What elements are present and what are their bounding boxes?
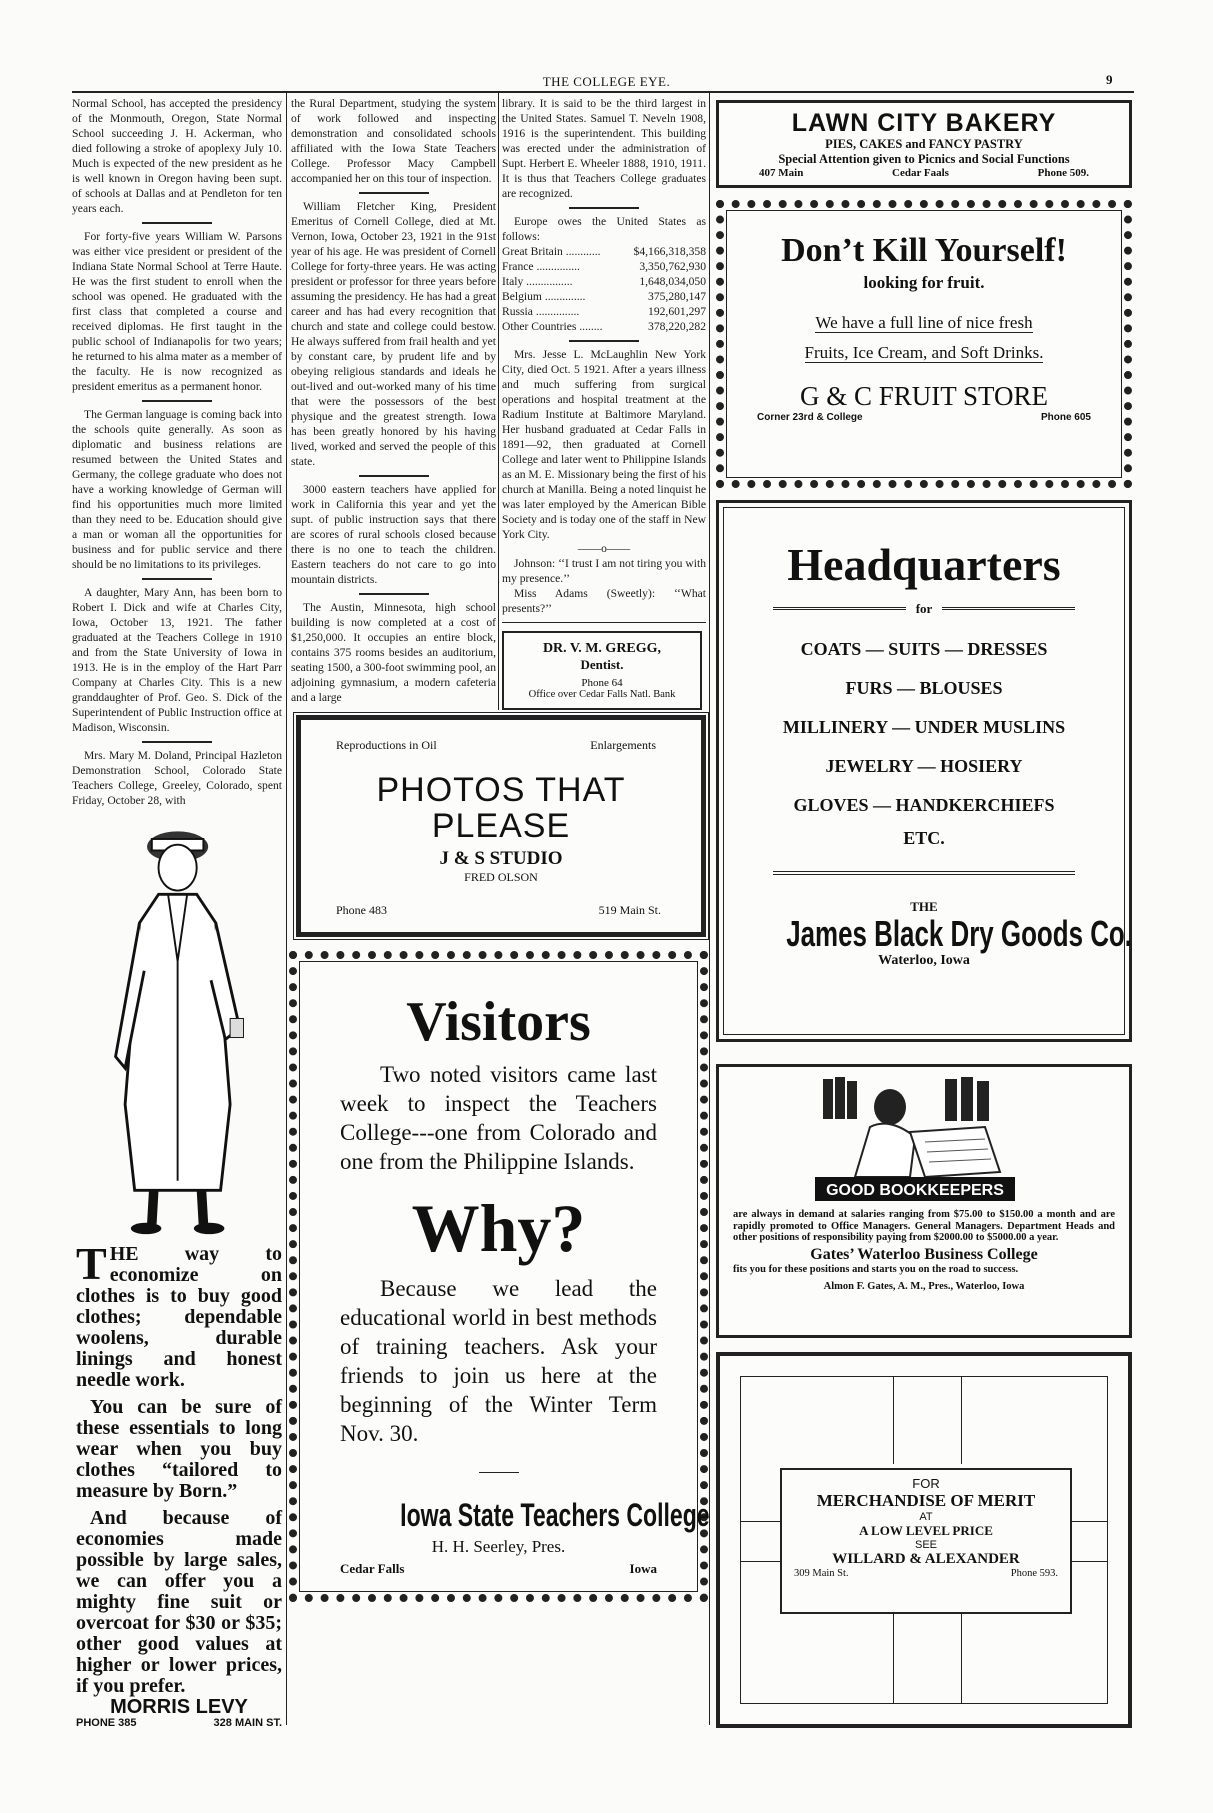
bakery-name: LAWN CITY BAKERY xyxy=(791,109,1057,137)
joke-line: Johnson: ‘‘I trust I am not tiring you with my presence.’’ xyxy=(502,557,706,585)
ad-line: A LOW LEVEL PRICE xyxy=(859,1523,993,1538)
article-paragraph: The German language is coming back into the schools quite generally. As soon as diplomatic and business relations are resumed between the United States and Germany, the college graduate who does not have a working knowledge of German will find his opportunities much more limited than they need to be. Education should give a man or woman all the opportunities for business and for public service and there should be no limitations to its privileges. xyxy=(72,408,282,571)
ad-left-label: Reproductions in Oil xyxy=(336,738,437,752)
ad-line: Fruits, Ice Cream, and Soft Drinks. xyxy=(804,343,1044,362)
article-paragraph: Mrs. Mary M. Doland, Principal Hazleton Demonstration School, Colorado State Teachers College, Greeley, Colorado, spent Friday, October 28, with xyxy=(72,749,282,807)
owner-name: FRED OLSON xyxy=(464,870,538,884)
article-paragraph: Mrs. Jesse L. McLaughlin New York City, died Oct. 5 1921. After a years illness and much suffering from surgical operations and hospital treatment at the Radium Institute at Baltimore Maryland. Her husband graduated at Cedar Falls in 1891—92, then graduated at Cornell College and later went to Philippine Islands as an M. E. Missionary being the first of his church at Manilla. Being a noted linquist he was later employed by the American Bible Society and is today one of the staff in New York City. xyxy=(502,348,706,541)
phone: PHONE 385 xyxy=(76,1717,137,1729)
company-name: James Black Dry Goods Co. xyxy=(786,913,1132,954)
article-paragraph: The Austin, Minnesota, high school building is now completed at a cost of $1,250,000. It occupies an entire block, contains 375 rooms besides an auditorium, seating 1500, a 300-foot swimming pool, an adjoining gymnasium, a modern cafeteria and a large xyxy=(291,601,496,704)
bakery-line: PIES, CAKES and FANCY PASTRY xyxy=(825,137,1023,151)
frame-line xyxy=(740,1521,780,1522)
ornament-divider: ——o—— xyxy=(577,542,631,555)
article-paragraph: Europe owes the United States as follows: xyxy=(502,215,706,243)
ad-paragraph: You can be sure of these essentials to long wear when you buy clothes “tailored to measure by Born.” xyxy=(76,1396,282,1502)
article-paragraph: library. It is said to be the third largest in the United States. Samuel T. Neveln 1908, 1916 is the superintendent. This building was erected under the administration of Supt. Herbert E. Wheeler 1888, 1910, 1911. It is thus that Teachers College graduates are recognized. xyxy=(502,97,706,200)
ad-footer xyxy=(76,1717,282,1729)
article-paragraph: the Rural Department, studying the system of work followed and inspecting demonstration and consolidated schools affiliated with the Iowa State Teachers College. Professor Macy Campbell accompanied her on this tour of inspection. xyxy=(291,97,496,185)
newspaper-title: THE COLLEGE EYE. xyxy=(542,74,671,89)
phone: Phone 483 xyxy=(336,903,387,917)
product-line: ETC. xyxy=(903,828,945,848)
ad-lead: THE way to economize on clothes is to buy good clothes; dependable woolens, durable linings and honest needle work. xyxy=(76,1238,282,1391)
store-name: MORRIS LEVY xyxy=(110,1696,248,1718)
table-row: France ............... 3,350,762,930 xyxy=(502,260,706,273)
dry-goods-ad xyxy=(716,500,1132,1042)
visitors-ad xyxy=(289,951,708,1602)
column-divider xyxy=(709,93,710,1725)
column-divider xyxy=(286,93,287,1725)
ad-paragraph: And because of economies made possible by large sales, we can offer you a mighty fine suit or overcoat for $30 or $35; other good values at higher or lower prices, if you prefer. xyxy=(76,1507,282,1697)
store-footer: Corner 23rd & College Phone 605 xyxy=(757,412,1091,423)
article-paragraph: A daughter, Mary Ann, has been born to Robert I. Dick and wife at Charles City, Iowa, October 13, 1921. The father graduated at the Teachers College in 1910 and from the State University of Iowa in 1913. He is in the employ of the Hart Parr Company at Charles City. This is a new granddaughter of Prof. Geo. S. Dick of the Superintendent of Public Instruction office at Madison, Wisconsin. xyxy=(72,586,282,734)
frame-line xyxy=(740,1561,780,1562)
ad-line: We have a full line of nice fresh xyxy=(815,313,1033,332)
the-label: THE xyxy=(910,899,938,914)
separator xyxy=(142,400,212,402)
store-name: WILLARD & ALEXANDER xyxy=(832,1551,1020,1567)
dentist-name: DR. V. M. GREGG, xyxy=(542,641,662,656)
subheadline: looking for fruit. xyxy=(863,273,985,292)
dentist-phone: Phone 64 xyxy=(581,677,623,689)
ad-title: Visitors xyxy=(406,991,591,1053)
ad-body: Two noted visitors came last week to inspect the Teachers College---one from Colorado and one from the Philippine Islands. xyxy=(340,1062,657,1174)
separator xyxy=(142,741,212,743)
frame-line xyxy=(961,1614,962,1704)
news-column-1 xyxy=(72,96,282,808)
news-column-3 xyxy=(502,96,706,623)
company-city: Waterloo, Iowa xyxy=(878,953,970,968)
bookkeeper-illustration xyxy=(815,1077,1015,1201)
debt-table xyxy=(502,244,706,334)
headline: PHOTOS THAT xyxy=(376,771,626,809)
rule xyxy=(502,622,706,623)
ad-inner xyxy=(726,210,1122,478)
president: H. H. Seerley, Pres. xyxy=(431,1537,566,1556)
drop-cap: T xyxy=(76,1238,107,1289)
ad-line: AT xyxy=(919,1511,933,1523)
table-row: Italy ................ 1,648,034,050 xyxy=(502,275,706,288)
ad-body: are always in demand at salaries ranging from $75.00 to $150.00 a month and are rapidly promoted to Office Managers. General Managers. Department Heads and other positions of responsibility paying from $2000.00 to $5000.00 a year. Gates’ Waterloo Business College fits you for these positions and starts you on the road to success. Almon F. Gates, A. M., Pres., Waterloo, Iowa xyxy=(733,1209,1115,1292)
willard-alexander-ad xyxy=(716,1352,1132,1728)
frame-line xyxy=(893,1614,894,1704)
ad-right-label: Enlargements xyxy=(590,738,656,752)
separator xyxy=(359,192,429,194)
man-in-overcoat-illustration xyxy=(85,818,275,1238)
frame-line xyxy=(1068,1521,1108,1522)
product-line: MILLINERY — UNDER MUSLINS xyxy=(782,717,1066,737)
separator xyxy=(569,207,639,209)
article-paragraph: William Fletcher King, President Emeritus of Cornell College, died at Mt. Vernon, Iowa, October 23, 1921 in the 91st year of his age. He was president of Cornell College for forty-three years. He was acting president or professor for three years before assuming the presidency. He has had a great career and has had every recognition that church and state and college could bestow. He always suffered from frail health and yet by constant care, by prudent life and by obeying religious standards and ideals he out-lived and out-worked many of his time that were the possessors of the best physique and the greatest strength. Iowa has been greatly honored by his having lived, worked and served the people of this state. xyxy=(291,200,496,468)
rule xyxy=(773,871,1075,875)
column-1 xyxy=(72,96,282,1729)
headline: PLEASE xyxy=(431,807,571,845)
morris-levy-ad xyxy=(72,1238,282,1729)
table-row: Great Britain ............ $4,166,318,358 xyxy=(502,245,706,258)
bakery-ad xyxy=(716,100,1132,188)
ad-body: Because we lead the educational world in best methods of training teachers. Ask your friends to join us here at the beginning of the Winter Term Nov. 30. xyxy=(340,1276,657,1446)
product-line: FURS — BLOUSES xyxy=(845,678,1003,698)
dentist-ad xyxy=(502,631,702,710)
article-paragraph: 3000 eastern teachers have applied for work in California this year and yet the supt. of public instruction says that there are scores of rural schools closed because there is no one to teach the children. Eastern teachers do not care to go into mountain districts. xyxy=(291,483,496,586)
separator xyxy=(142,222,212,224)
ad-center xyxy=(301,772,701,885)
ad-headline: MERCHANDISE OF MERIT xyxy=(816,1491,1036,1510)
dentist-office: Office over Cedar Falls Natl. Bank xyxy=(528,689,676,700)
ad-footer: 309 Main St. Phone 593. xyxy=(794,1568,1058,1579)
headline: Don’t Kill Yourself! xyxy=(781,232,1067,269)
store-name: G & C FRUIT STORE xyxy=(799,381,1049,411)
banner-text: GOOD BOOKKEEPERS xyxy=(826,1182,1004,1199)
ad-why: Why? xyxy=(411,1190,586,1266)
location: Cedar Falls Iowa xyxy=(340,1561,657,1576)
ad-line: FOR xyxy=(912,1476,940,1491)
frame-line xyxy=(961,1376,962,1464)
frame-line xyxy=(1068,1561,1108,1562)
address: 519 Main St. xyxy=(598,903,661,917)
page-number: 9 xyxy=(1106,72,1113,87)
tagline: fits you for these positions and starts you on the road to success. xyxy=(733,1263,1019,1275)
product-line: COATS — SUITS — DRESSES xyxy=(800,639,1048,659)
separator xyxy=(569,340,639,342)
studio-name: J & S STUDIO xyxy=(439,848,563,869)
table-row: Belgium .............. 375,280,147 xyxy=(502,290,706,303)
business-college-ad xyxy=(716,1064,1132,1338)
rule xyxy=(479,1472,519,1473)
college-name: Gates’ Waterloo Business College xyxy=(810,1245,1038,1263)
separator xyxy=(359,593,429,595)
table-row: Russia ............... 192,601,297 xyxy=(502,305,706,318)
address: 328 MAIN ST. xyxy=(213,1717,282,1729)
frame-line xyxy=(893,1376,894,1464)
fruit-store-ad xyxy=(716,200,1132,488)
ad-box xyxy=(780,1468,1072,1614)
separator xyxy=(142,578,212,580)
bakery-line: Special Attention given to Picnics and Social Functions xyxy=(778,152,1070,166)
ad-line: SEE xyxy=(914,1539,937,1551)
photos-studio-ad xyxy=(296,715,706,937)
president: Almon F. Gates, A. M., Pres., Waterloo, Iowa xyxy=(823,1280,1025,1292)
table-row: Other Countries ........ 378,220,282 xyxy=(502,320,706,333)
separator xyxy=(359,475,429,477)
product-line: JEWELRY — HOSIERY xyxy=(825,756,1023,776)
college-name: Iowa State Teachers College xyxy=(400,1497,710,1533)
column-3 xyxy=(502,96,706,710)
headline: Headquarters xyxy=(787,539,1061,590)
for-divider: for xyxy=(719,601,1129,617)
news-column-2 xyxy=(291,96,496,705)
product-line: GLOVES — HANDKERCHIEFS xyxy=(793,795,1055,815)
header-rule xyxy=(72,91,1134,93)
dentist-title: Dentist. xyxy=(580,657,624,672)
article-paragraph: Normal School, has accepted the presidency of the Monmouth, Oregon, State Normal School succeeding J. H. Ackerman, who died following a stroke of apoplexy July 10. Much is expected of the new president as he is well known in Oregon having been supt. of schools at Dallas and at Pendleton for ten years each. xyxy=(72,97,282,215)
bakery-footer: 407 Main Cedar Faals Phone 509. xyxy=(759,167,1089,179)
joke-line: Miss Adams (Sweetly): ‘‘What presents?’’ xyxy=(502,587,706,615)
ad-inner xyxy=(299,961,710,1592)
article-paragraph: For forty-five years William W. Parsons was either vice president or president of the Indiana State Normal School at Terre Haute. He was the first student to enroll when the school was opened. He graduated with the first class that completed a course and received diplomas. He first taught in the public school of Indianapolis for two years; he returned to his alma mater as a member of the faculty. He is now recognized as president emeritus as a permanent honor. xyxy=(72,230,282,393)
